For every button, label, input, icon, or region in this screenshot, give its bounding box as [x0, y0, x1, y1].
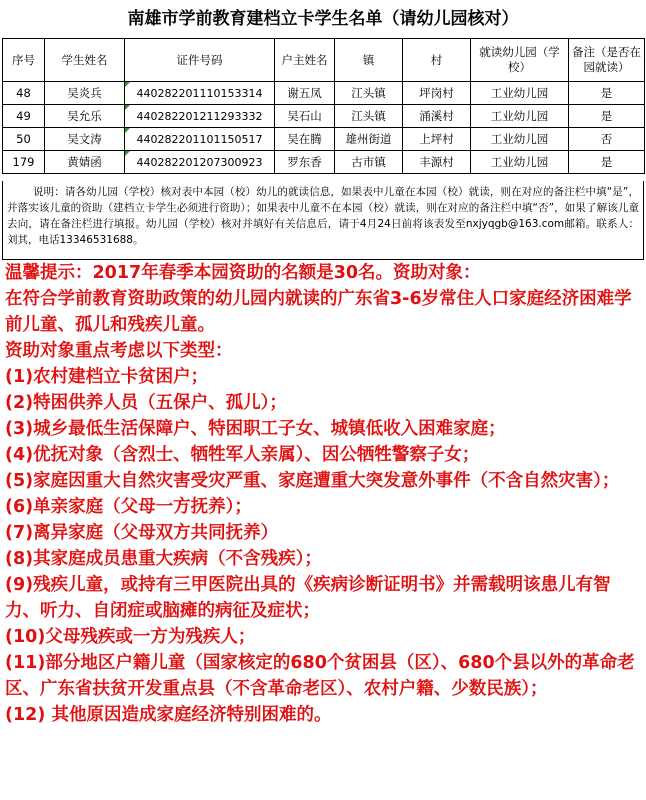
cell-index: 49: [3, 105, 45, 128]
cell-town: 江头镇: [335, 105, 403, 128]
cell-village: 坪岗村: [403, 82, 471, 105]
table-row: [3, 151, 645, 174]
cell-village: 上坪村: [403, 128, 471, 151]
header-kindergarten: 就读幼儿园（学校）: [471, 39, 569, 82]
reminder-item: (2)特困供养人员（五保户、孤儿）；: [5, 393, 287, 413]
instruction-note: 说明：请各幼儿园（学校）核对表中本园（校）幼儿的就读信息，如果表中儿童在本园（校）就读，则在对应的备注栏中填“是”，并落实该儿童的资助（建档立卡学生必须进行资助）；如果表中儿童不在本园（校）就读，则在对应的备注栏中填“否”，如果了解该儿童去向，请在备注栏进行填报。幼儿园（学校）核对并填好有关信息后，请于4月24日前将该表发至nxjyqgb@163.com邮箱。联系人：刘其，电话13346531688。: [2, 181, 644, 260]
reminder-block: [5, 260, 641, 728]
cell-id-number: 440282201101150517: [125, 128, 275, 151]
reminder-item: (8)其家庭成员患重大疾病（不含残疾）；: [5, 549, 322, 569]
reminder-item: (11)部分地区户籍儿童（国家核定的680个贫困县（区）、680个县以外的革命老区、广东省扶贫开发重点县（不含革命老区）、农村户籍、少数民族）；: [5, 653, 635, 699]
cell-index: 48: [3, 82, 45, 105]
cell-index: 50: [3, 128, 45, 151]
student-roster-table: [2, 38, 645, 174]
cell-remark: 是: [569, 105, 645, 128]
table-row: [3, 105, 645, 128]
cell-remark: 是: [569, 82, 645, 105]
cell-village: 丰源村: [403, 151, 471, 174]
cell-town: 雄州街道: [335, 128, 403, 151]
cell-id-number: 440282201211293332: [125, 105, 275, 128]
cell-householder: 吴在腾: [275, 128, 335, 151]
header-householder: 户主姓名: [275, 39, 335, 82]
cell-student-name: 吴炎兵: [45, 82, 125, 105]
cell-id-number: 440282201207300923: [125, 151, 275, 174]
header-index: 序号: [3, 39, 45, 82]
cell-student-name: 吴允乐: [45, 105, 125, 128]
cell-student-name: 吴文涛: [45, 128, 125, 151]
reminder-eligibility: 在符合学前教育资助政策的幼儿园内就读的广东省3-6岁常住人口家庭经济困难学前儿童、孤儿和残疾儿童。: [5, 289, 632, 335]
header-id-number: 证件号码: [125, 39, 275, 82]
cell-householder: 谢五凤: [275, 82, 335, 105]
header-remark: 备注（是否在园就读）: [569, 39, 645, 82]
reminder-item: (4)优抚对象（含烈士、牺牲军人亲属）、因公牺牲警察子女；: [5, 445, 480, 465]
reminder-item: (1)农村建档立卡贫困户；: [5, 367, 209, 387]
header-town: 镇: [335, 39, 403, 82]
cell-remark: 是: [569, 151, 645, 174]
cell-remark: 否: [569, 128, 645, 151]
reminder-heading: 温馨提示：2017年春季本园资助的名额是30名。资助对象：: [5, 263, 481, 283]
header-student-name: 学生姓名: [45, 39, 125, 82]
cell-town: 古市镇: [335, 151, 403, 174]
cell-kindergarten: 工业幼儿园: [471, 128, 569, 151]
cell-kindergarten: 工业幼儿园: [471, 151, 569, 174]
cell-householder: 罗东香: [275, 151, 335, 174]
cell-town: 江头镇: [335, 82, 403, 105]
reminder-item: (9)残疾儿童，或持有三甲医院出具的《疾病诊断证明书》并需载明该患儿有智力、听力、自闭症或脑瘫的病征及症状；: [5, 575, 611, 621]
reminder-item: (6)单亲家庭（父母一方抚养）；: [5, 497, 252, 517]
table-header-row: [3, 39, 645, 82]
reminder-item: (5)家庭因重大自然灾害受灾严重、家庭遭重大突发意外事件（不含自然灾害）；: [5, 471, 620, 491]
document-title: 南雄市学前教育建档立卡学生名单（请幼儿园核对）: [127, 9, 519, 29]
table-row: [3, 82, 645, 105]
reminder-priority-intro: 资助对象重点考虑以下类型：: [5, 341, 233, 361]
reminder-item: (12) 其他原因造成家庭经济特别困难的。: [5, 705, 332, 725]
cell-kindergarten: 工业幼儿园: [471, 82, 569, 105]
cell-index: 179: [3, 151, 45, 174]
reminder-item: (10)父母残疾或一方为残疾人；: [5, 627, 256, 647]
header-village: 村: [403, 39, 471, 82]
cell-village: 涌溪村: [403, 105, 471, 128]
reminder-item: (3)城乡最低生活保障户、特困职工子女、城镇低收入困难家庭；: [5, 419, 506, 439]
cell-id-number: 440282201110153314: [125, 82, 275, 105]
cell-student-name: 黄婧函: [45, 151, 125, 174]
table-row: [3, 128, 645, 151]
cell-householder: 吴石山: [275, 105, 335, 128]
reminder-item: (7)离异家庭（父母双方共同抚养）: [5, 523, 279, 543]
cell-kindergarten: 工业幼儿园: [471, 105, 569, 128]
